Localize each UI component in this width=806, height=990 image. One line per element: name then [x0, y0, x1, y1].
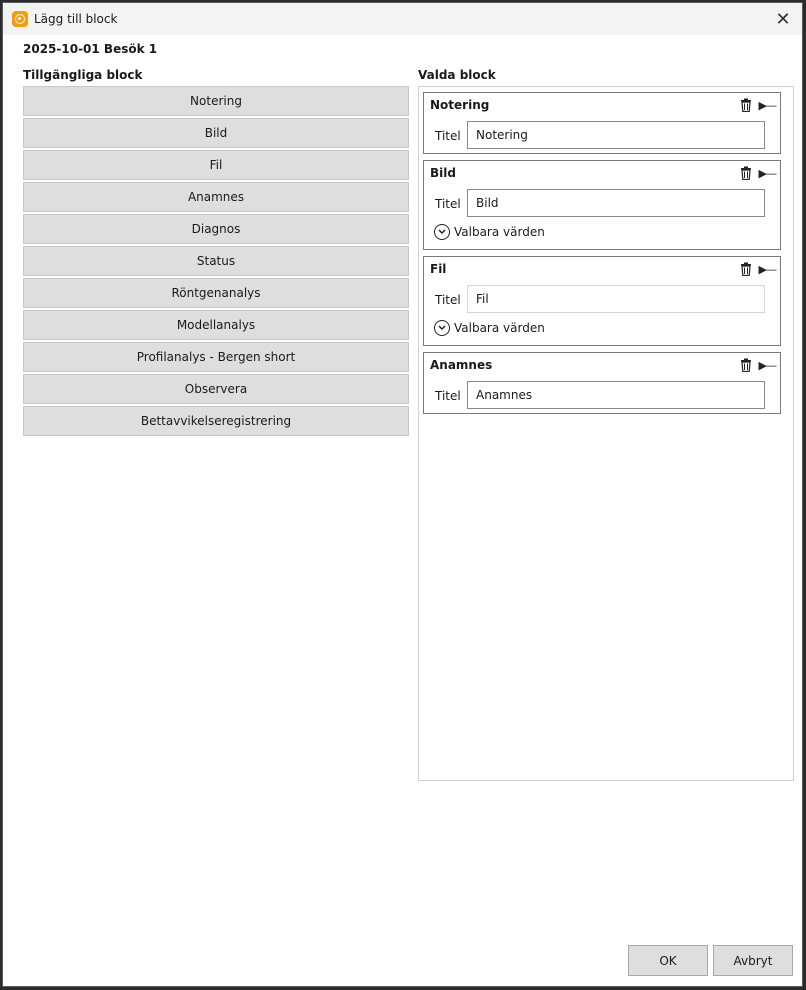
cancel-button[interactable]: Avbryt — [713, 945, 793, 976]
trash-icon[interactable] — [739, 98, 753, 112]
options-toggle[interactable] — [434, 320, 545, 336]
field-label: Titel — [435, 389, 461, 403]
available-block-bettavvikelse[interactable]: Bettavvikelseregistrering — [23, 406, 409, 436]
title-input[interactable]: Anamnes — [467, 381, 765, 409]
available-block-observera[interactable]: Observera — [23, 374, 409, 404]
available-block-status[interactable]: Status — [23, 246, 409, 276]
collapse-arrow-icon[interactable]: ▶— — [758, 358, 776, 372]
card-title: Notering — [430, 98, 490, 112]
available-blocks-heading: Tillgängliga block — [23, 68, 143, 82]
trash-icon[interactable] — [739, 166, 753, 180]
available-block-diagnos[interactable]: Diagnos — [23, 214, 409, 244]
close-icon[interactable]: ✕ — [775, 8, 791, 30]
selected-blocks-panel — [418, 86, 794, 781]
available-block-rontgenanalys[interactable]: Röntgenanalys — [23, 278, 409, 308]
available-blocks-list — [23, 86, 409, 438]
chevron-down-circle-icon — [434, 224, 450, 240]
field-label: Titel — [435, 293, 461, 307]
dialog-window — [2, 2, 803, 987]
available-block-modellanalys[interactable]: Modellanalys — [23, 310, 409, 340]
app-logo-icon — [12, 11, 28, 27]
card-title: Anamnes — [430, 358, 493, 372]
title-input[interactable]: Notering — [467, 121, 765, 149]
chevron-down-circle-icon — [434, 320, 450, 336]
available-block-anamnes[interactable]: Anamnes — [23, 182, 409, 212]
selected-block-card — [423, 92, 781, 154]
options-label: Valbara värden — [454, 321, 545, 335]
title-input[interactable]: Bild — [467, 189, 765, 217]
available-block-bild[interactable]: Bild — [23, 118, 409, 148]
options-toggle[interactable] — [434, 224, 545, 240]
field-label: Titel — [435, 129, 461, 143]
selected-block-card — [423, 160, 781, 250]
collapse-arrow-icon[interactable]: ▶— — [758, 166, 776, 180]
visit-label: 2025-10-01 Besök 1 — [23, 42, 158, 56]
title-bar — [3, 3, 802, 35]
trash-icon[interactable] — [739, 358, 753, 372]
trash-icon[interactable] — [739, 262, 753, 276]
ok-button[interactable]: OK — [628, 945, 708, 976]
card-title: Fil — [430, 262, 447, 276]
available-block-fil[interactable]: Fil — [23, 150, 409, 180]
available-block-notering[interactable]: Notering — [23, 86, 409, 116]
field-label: Titel — [435, 197, 461, 211]
available-block-profilanalys[interactable]: Profilanalys - Bergen short — [23, 342, 409, 372]
options-label: Valbara värden — [454, 225, 545, 239]
selected-block-card — [423, 352, 781, 414]
window-title: Lägg till block — [34, 12, 118, 26]
selected-block-card — [423, 256, 781, 346]
selected-blocks-heading: Valda block — [418, 68, 496, 82]
collapse-arrow-icon[interactable]: ▶— — [758, 98, 776, 112]
title-input[interactable]: Fil — [467, 285, 765, 313]
collapse-arrow-icon[interactable]: ▶— — [758, 262, 776, 276]
card-title: Bild — [430, 166, 456, 180]
